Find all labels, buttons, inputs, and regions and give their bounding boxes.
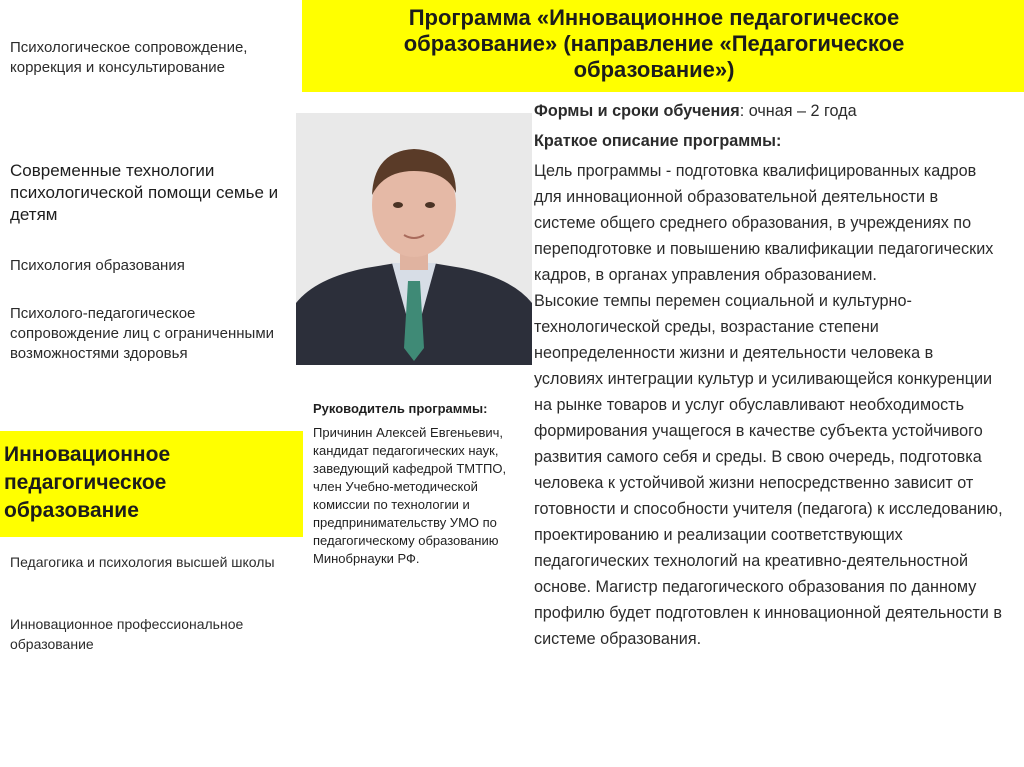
description-goal: Цель программы - подготовка квалифицированных кадров для инновационной образовательной деятельности в системе общего среднего образования, в учреждениях по переподготовке и повышению квалификации педагогических кадров, в органах управления образованием.: [534, 162, 994, 284]
portrait-illustration: [296, 113, 532, 365]
menu-item-prof-edu[interactable]: Инновационное профессиональное образование: [10, 616, 244, 652]
program-menu: [0, 0, 296, 767]
study-forms: [534, 98, 1004, 124]
menu-item-active-label: Инновационное педагогическое образование: [4, 443, 171, 522]
leader-description: Причинин Алексей Евгеньевич, кандидат педагогических наук, заведующий кафедрой ТМТПО, член Учебно-методической комиссии по технологии и предпринимательству УМО по педагогическому образованию Минобрнауки РФ.: [313, 425, 507, 566]
menu-item-special-needs[interactable]: Психолого-педагогическое сопровождение лиц с ограниченными возможностями здоровья: [10, 305, 275, 362]
menu-item-edu-psychology[interactable]: Психология образования: [10, 257, 185, 274]
menu-item-family-tech[interactable]: Современные технологии психологической помощи семье и детям: [10, 161, 279, 224]
study-forms-value: : очная – 2 года: [739, 102, 857, 120]
leader-label: Руководитель программы:: [313, 401, 488, 416]
menu-item-active[interactable]: [0, 431, 303, 537]
program-description: [534, 98, 1004, 652]
description-body: Высокие темпы перемен социальной и культурно-технологической среды, возрастание степени неопределенности жизни и деятельности человека в условиях интеграции культур и усиливающейся конкуренции на рынке товаров и услуг обуславливают необходимость формирования учащегося в качестве субъекта устойчивого развития самого себя и среды. В свою очередь, подготовка человека к устойчивой жизни непосредственно зависит от готовности и способности учителя (педагога) к исследованию, проектированию и реализации соответствующих педагогических технологий на креативно-деятельностной основе. Магистр педагогического образования по данному профилю будет подготовлен к инновационной деятельности в системе образования.: [534, 292, 1003, 648]
menu-item-psych-support[interactable]: Психологическое сопровождение, коррекция и консультирование: [10, 39, 248, 76]
page-title: Программа «Инновационное педагогическое образование» (направление «Педагогическое образование»): [403, 5, 905, 82]
menu-item-higher-school[interactable]: Педагогика и психология высшей школы: [10, 554, 275, 570]
leader-photo: [296, 113, 532, 365]
leader-info: [313, 400, 518, 568]
title-banner: [302, 0, 1024, 92]
description-heading: Краткое описание программы:: [534, 132, 782, 150]
study-forms-label: Формы и сроки обучения: [534, 102, 740, 120]
